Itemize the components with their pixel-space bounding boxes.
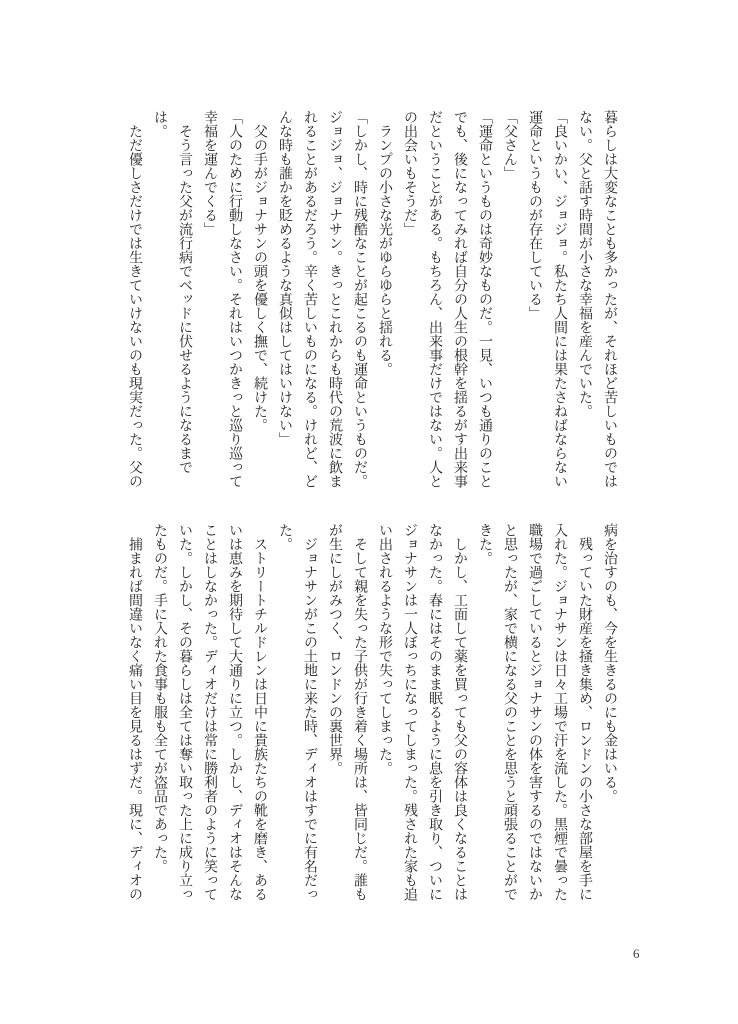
text-column: れることがあるだろう。辛く苦しいものになる。けれど、ど [302,110,317,488]
text-column: ストリートチルドレンは日中に貴族たちの靴を磨き、ある [252,537,267,901]
text-column: きた。 [477,523,492,565]
text-column: たものだ。手に入れた食事も服も全てが盗品であった。 [152,523,167,873]
text-block-lower [122,523,622,907]
text-column: 父の手がジョナサンの頭を優しく撫で、続けた。 [252,124,267,432]
text-column: 幸福を運んでくる」 [202,110,217,236]
text-column: ジョナサンがこの土地に来た時、ディオはすでに有名だっ [302,537,317,901]
page-number: 6 [633,946,640,961]
text-column: ない。父と話す時間が小さな幸福を産んでいた。 [577,110,592,418]
text-column: でも、後になってみれば自分の人生の根幹を揺るがす出来事 [452,110,467,488]
text-column: そう言った父が流行病でベッドに伏せるようになるまで [177,124,192,474]
text-column: そして親を失った子供が行き着く場所は、皆同じだ。誰も [352,537,367,901]
text-column: 残っていた財産を掻き集め、ロンドンの小さな部屋を手に [577,537,592,901]
text-column: 職場で過ごしているとジョナサンの体を害するのではないか [527,523,542,901]
text-column: いた。しかし、その暮らしは全ては奪い取った上に成り立っ [177,523,192,901]
text-column: なかった。春にはそのまま眠るように息を引き取り、ついに [427,523,442,901]
text-column: ただ優しさだけでは生きていけないのも現実だった。父の [127,124,142,488]
text-column: 「父さん」 [502,110,517,180]
text-column: 「良いかい、ジョジョ。私たち人間には果たさねばならない [552,110,567,488]
text-column: いは恵みを期待して大通りに立つ。しかし、ディオはそんな [227,523,242,901]
text-column: 捕まれば間違いなく痛い目を見るはずだ。現に、ディオの [127,537,142,901]
text-column: は。 [152,110,167,138]
text-column: 入れた。ジョナサンは日々工場で汗を流した。黒煙で曇った [552,523,567,901]
text-column: だということがある。もちろん、出来事だけではない。人と [427,110,442,488]
text-column: 暮らしは大変なことも多かったが、それほど苦しいものでは [602,110,617,488]
text-column: んな時も誰かを貶めるような真似はしてはいけない」 [277,110,292,446]
text-column: ジョナサンは一人ぼっちになってしまった。残された家も追 [402,523,417,901]
text-column: 「しかし、時に残酷なことが起こるのも運命というものだ。 [352,110,367,488]
text-column: しかし、工面して薬を買っても父の容体は良くなることは [452,537,467,901]
text-block-upper [122,110,622,494]
text-column: ことはしなかった。ディオだけは常に勝利者のように笑って [202,523,217,901]
text-column: が生にしがみつく、ロンドンの裏世界。 [327,523,342,775]
text-column: た。 [277,523,292,551]
text-column: 病を治すのも、今を生きるのにも金はいる。 [602,523,617,803]
text-column: 「人のために行動しなさい。それはいつかきっと巡り巡って [227,110,242,488]
text-column: 運命というものが存在している」 [527,110,542,320]
text-column: ランプの小さな光がゆらゆらと揺れる。 [377,124,392,376]
text-column: の出会いもそうだ」 [402,110,417,236]
text-column: と思ったが、家で横になる父のことを思うと頑張ることがで [502,523,517,901]
text-column: 「運命というものは奇妙なものだ。一見、いつも通りのこと [477,110,492,488]
text-column: ジョジョ、ジョナサン。きっとこれからも時代の荒波に飲ま [327,110,342,488]
text-column: い出されるような形で失ってしまった。 [377,523,392,775]
